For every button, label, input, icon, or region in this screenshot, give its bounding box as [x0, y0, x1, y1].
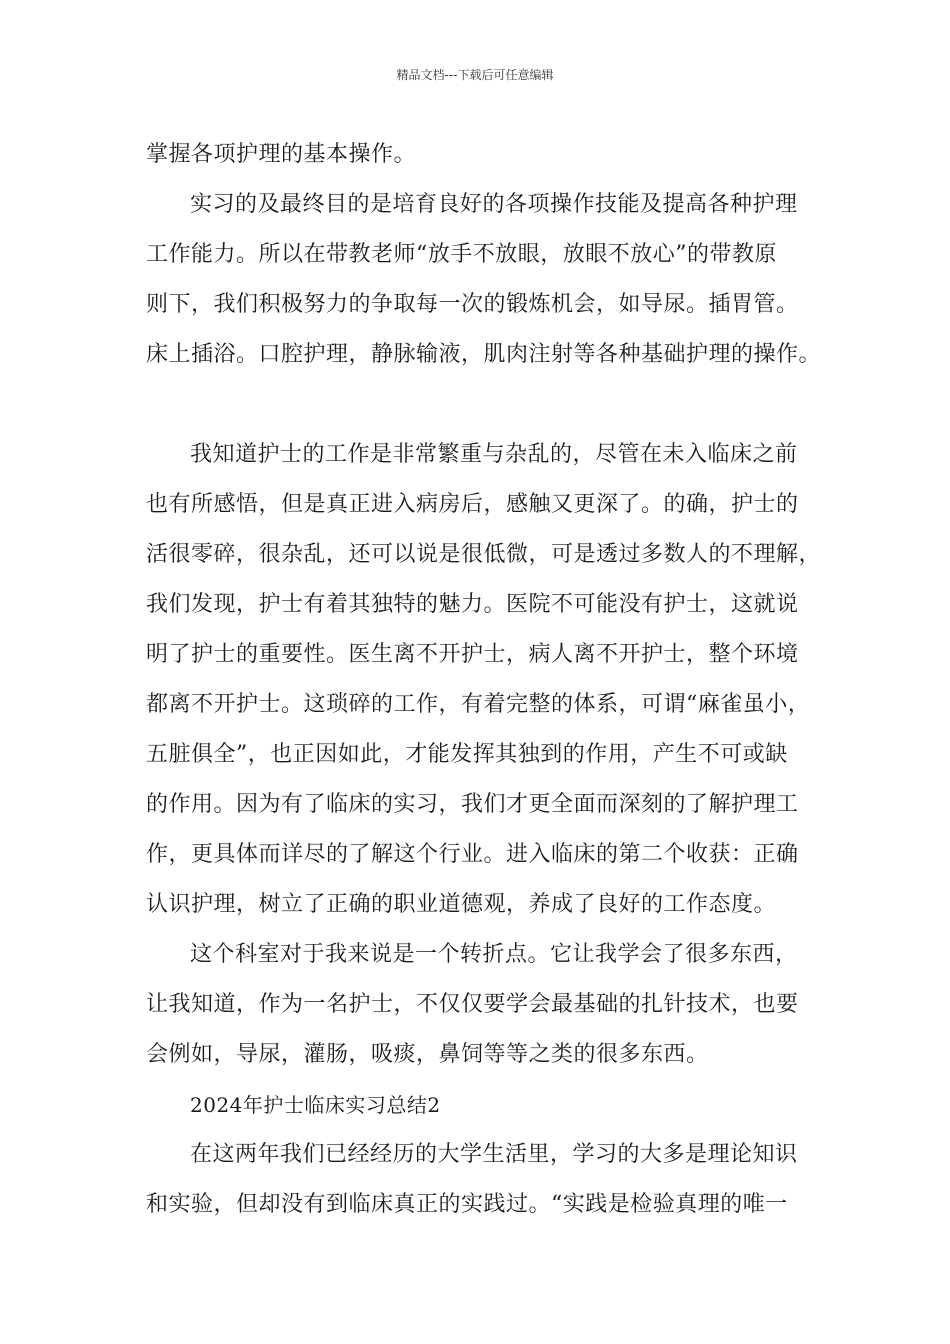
text-line: 作，更具体而详尽的了解这个行业。进入临床的第二个收获：正确	[146, 842, 799, 867]
text-line: 这个科室对于我来说是一个转折点。它让我学会了很多东西，	[190, 942, 798, 967]
text-line: 也有所感悟，但是真正进入病房后，感触又更深了。的确，护士的	[146, 492, 799, 517]
text-line: 认识护理，树立了正确的职业道德观，养成了良好的工作态度。	[146, 892, 777, 917]
section-title: 2024年护士临床实习总结2	[190, 1093, 441, 1117]
text-line: 在这两年我们已经经历的大学生活里，学习的大多是理论知识	[190, 1142, 798, 1167]
text-line: 都离不开护士。这琐碎的工作，有着完整的体系，可谓“麻雀虽小，	[146, 692, 811, 717]
text-line: 活很零碎，很杂乱，还可以说是很低微，可是透过多数人的不理解，	[146, 542, 822, 567]
text-line: 我知道护士的工作是非常繁重与杂乱的，尽管在未入临床之前	[190, 442, 798, 467]
text-line: 和实验，但却没有到临床真正的实践过。“实践是检验真理的唯一	[146, 1192, 788, 1217]
page-header: 精品文档---下载后可任意编辑	[396, 68, 554, 82]
text-line: 我们发现，护士有着其独特的魅力。医院不可能没有护士，这就说	[146, 592, 799, 617]
text-line: 掌握各项护理的基本操作。	[146, 142, 417, 167]
text-line: 则下，我们积极努力的争取每一次的锻炼机会，如导尿。插胃管。	[146, 292, 799, 317]
text-line: 五脏俱全”，也正因如此，才能发挥其独到的作用，产生不可或缺	[146, 742, 788, 767]
text-line: 实习的及最终目的是培育良好的各项操作技能及提高各种护理	[190, 192, 798, 217]
text-line: 会例如，导尿，灌肠，吸痰，鼻饲等等之类的很多东西。	[146, 1042, 709, 1067]
text-line: 床上插浴。口腔护理，静脉输液，肌肉注射等各种基础护理的操作。	[146, 342, 822, 367]
text-line: 让我知道，作为一名护士，不仅仅要学会最基础的扎针技术，也要	[146, 992, 799, 1017]
text-line: 明了护士的重要性。医生离不开护士，病人离不开护士，整个环境	[146, 642, 799, 667]
document-body	[146, 130, 826, 1230]
blank-line	[146, 380, 826, 430]
text-line: 工作能力。所以在带教老师“放手不放眼，放眼不放心”的带教原	[146, 242, 777, 267]
text-line: 的作用。因为有了临床的实习，我们才更全面而深刻的了解护理工	[146, 792, 799, 817]
